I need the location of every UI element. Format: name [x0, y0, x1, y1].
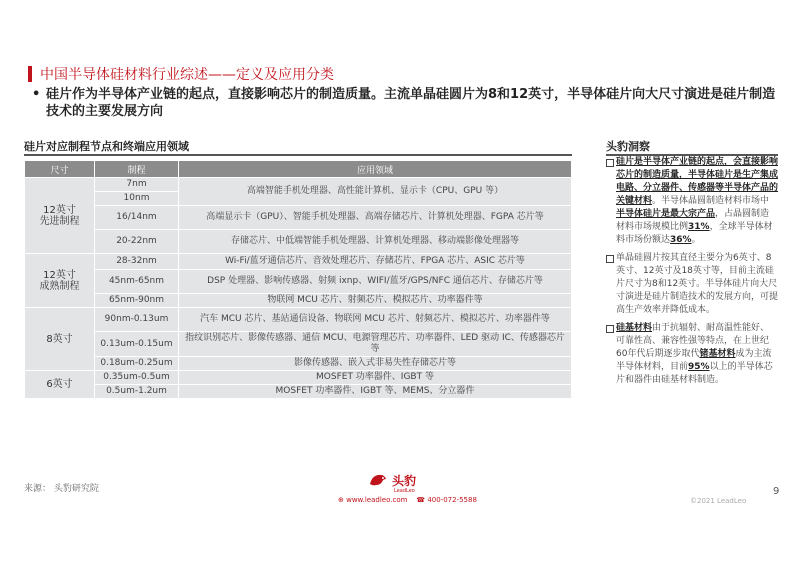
page-number: 9 [773, 486, 780, 497]
table-row [25, 385, 572, 399]
insight-highlight: 36% [670, 235, 692, 245]
insight-text: 。 [691, 235, 701, 245]
insight-text [616, 209, 715, 219]
table-caption: 硅片对应制程节点和终端应用领域 [24, 140, 189, 153]
process-cell: 90nm-0.13um [95, 308, 179, 332]
page-title: 中国半导体硅材料行业综述——定义及应用分类 [40, 67, 334, 83]
checkbox-bullet-icon [606, 325, 614, 333]
size-cell: 12英寸 先进制程 [25, 178, 95, 254]
table-rule [24, 154, 572, 156]
footer-phone: 400-072-5588 [427, 496, 477, 504]
table-row [25, 178, 572, 192]
process-cell: 45nm-65nm [95, 270, 179, 294]
table-row [25, 308, 572, 332]
table-row [25, 357, 572, 371]
insight-text: 单晶硅圆片按其直径主要分为6英寸、8英寸、12英寸及18英寸等，目前主流硅片尺寸为8和12英寸。半导体硅片向大尺寸演进是硅片制造技术的发展方向，可提高生产效率并降低成本。 [616, 253, 779, 315]
insight-item [606, 156, 778, 247]
application-cell: 存储芯片、中低端智能手机处理器、计算机处理器、移动端影像处理器等 [179, 230, 572, 254]
checkbox-bullet-icon [606, 159, 614, 167]
insight-sidebar [606, 156, 778, 392]
application-cell: 影像传感器、嵌入式非易失性存储芯片等 [179, 357, 572, 371]
sidebar-title: 头豹洞察 [606, 140, 650, 153]
insight-highlight: 硅片是半导体产业链的起点，会直接影响芯片的制造质量，半导体硅片是生产集成电路、分立器件、传感器等半导体产品的关键材料 [616, 157, 779, 206]
table-row [25, 270, 572, 294]
insight-text [688, 222, 710, 232]
insight-highlight: 95% [688, 362, 710, 372]
application-cell: MOSFET 功率器件、IGBT 等、MEMS、分立器件 [179, 385, 572, 399]
wafer-application-table [24, 160, 572, 399]
insight-text [670, 235, 692, 245]
insight-text: 以上的半导体芯片和器件由硅基材料制造。 [616, 362, 773, 385]
process-cell: 20-22nm [95, 230, 179, 254]
insight-highlight: 锗基材料 [699, 349, 736, 359]
application-cell: 指纹识别芯片、影像传感器、通信 MCU、电源管理芯片、功率器件、LED 驱动 IC、传感器芯片等 [179, 332, 572, 357]
column-header: 尺寸 [25, 161, 95, 178]
insight-highlight: 31% [688, 222, 710, 232]
table-row [25, 332, 572, 357]
process-cell: 0.35um-0.5um [95, 371, 179, 385]
process-cell: 0.5um-1.2um [95, 385, 179, 399]
application-cell: DSP 处理器、影响传感器、射频 ixnp、WIFI/蓝牙/GPS/NFC 通信芯片、存储芯片等 [179, 270, 572, 294]
process-cell: 7nm [95, 178, 179, 192]
column-header: 应用领域 [179, 161, 572, 178]
summary-text: 硅片作为半导体产业链的起点，直接影响芯片的制造质量。主流单晶硅圆片为8和12英寸，半导体硅片向大尺寸演进是硅片制造技术的主要发展方向 [46, 87, 776, 119]
table-row [25, 294, 572, 308]
copyright: ©2021 LeadLeo [690, 497, 747, 505]
insight-text [688, 362, 710, 372]
process-cell: 65nm-90nm [95, 294, 179, 308]
insight-item [606, 322, 778, 387]
column-header: 制程 [95, 161, 179, 178]
table-row [25, 230, 572, 254]
size-cell: 8英寸 [25, 308, 95, 371]
footer-contact [338, 496, 477, 504]
insight-highlight: 硅基材料 [616, 323, 653, 333]
insight-text: ，全球半导体材料市场份额达 [616, 222, 773, 245]
source-note: 来源： 头豹研究院 [24, 484, 99, 494]
insight-text: ，占晶圆制造材料市场规模比例 [616, 209, 770, 232]
process-cell: 16/14nm [95, 206, 179, 230]
phone-icon: ☎ [416, 496, 426, 504]
application-cell: 高端显示卡（GPU）、智能手机处理器、高端存储芯片、计算机处理器、FGPA 芯片等 [179, 206, 572, 230]
process-cell: 10nm [95, 192, 179, 206]
table-row [25, 371, 572, 385]
insight-text: 成为主流半导体材料，目前 [616, 349, 772, 372]
insight-highlight: 半导体硅片是最大宗产品 [616, 209, 716, 219]
summary-bullet [32, 86, 786, 120]
application-cell: 汽车 MCU 芯片、基站通信设备、物联网 MCU 芯片、射频芯片、模拟芯片、功率器件等 [179, 308, 572, 332]
table-header-row [25, 161, 572, 178]
size-cell: 12英寸 成熟制程 [25, 254, 95, 308]
process-cell: 0.18um-0.25um [95, 357, 179, 371]
footer-brand: 头豹 [392, 474, 417, 488]
globe-icon: ⊕ [338, 496, 344, 504]
footer-website[interactable]: www.leadleo.com [346, 496, 408, 504]
process-cell: 0.13um-0.15um [95, 332, 179, 357]
leopard-logo-icon [368, 470, 388, 490]
application-cell: 物联网 MCU 芯片、射频芯片、模拟芯片、功率器件等 [179, 294, 572, 308]
application-cell: MOSFET 功率器件、IGBT 等 [179, 371, 572, 385]
application-cell: 高端智能手机处理器、高性能计算机、显示卡（CPU、GPU 等） [179, 178, 572, 206]
size-cell: 6英寸 [25, 371, 95, 399]
insight-text: 。半导体晶圆制造材料市场中 [652, 196, 770, 206]
footer-brand-sub: LeadLeo [394, 488, 415, 494]
table-row [25, 254, 572, 270]
insight-text: 由于抗辐射、耐高温性能好、可靠性高、兼容性强等特点，在上世纪60年代后期逐步取代 [616, 323, 770, 359]
bullet-dot: • [32, 87, 41, 102]
insight-text [616, 323, 652, 333]
application-cell: Wi-Fi/蓝牙通信芯片、音效处理芯片、存储芯片、FPGA 芯片、ASIC 芯片等 [179, 254, 572, 270]
title-accent-bar [28, 66, 32, 82]
insight-text [699, 349, 735, 359]
table-row [25, 206, 572, 230]
checkbox-bullet-icon [606, 255, 614, 263]
process-cell: 28-32nm [95, 254, 179, 270]
insight-item [606, 252, 778, 317]
